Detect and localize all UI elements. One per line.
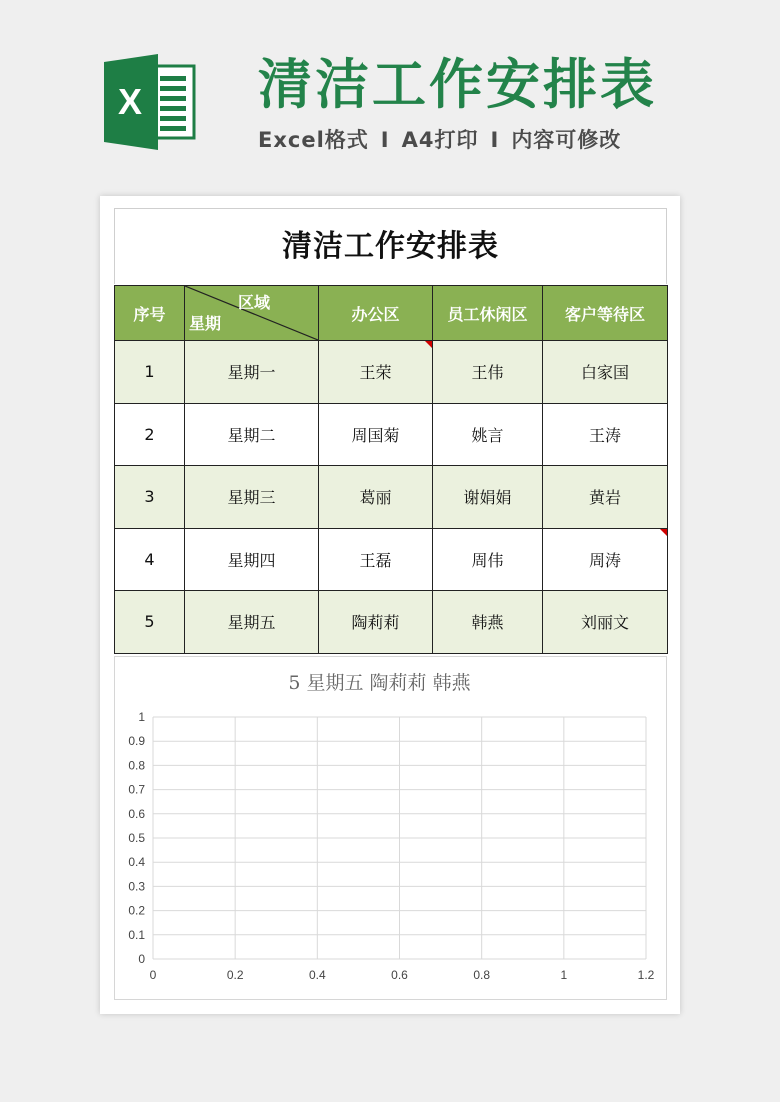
cell-text: 周涛 [588,550,621,570]
chart-title: 5 星期五 陶莉莉 韩燕 [288,672,471,694]
separator: I [490,128,500,152]
diag-area-label: 区域 [237,293,270,312]
banner [0,0,780,200]
cell-no[interactable]: 2 [115,403,185,466]
cell-lounge[interactable]: 姚言 [433,403,543,466]
cell-waiting[interactable]: 王涛 [543,403,668,466]
y-tick-label: 0.8 [128,758,145,773]
x-tick-label: 0.4 [308,968,326,982]
y-tick-label: 0.1 [128,927,145,942]
cell-lounge[interactable]: 韩燕 [433,591,543,654]
y-tick-label: 0.7 [128,782,145,797]
chart-area[interactable] [114,656,667,1000]
cell-office[interactable]: 陶莉莉 [319,591,433,654]
print-label: A4打印 [401,128,479,152]
cell-waiting[interactable] [543,528,668,591]
excel-logo-icon [100,52,200,152]
banner-title: 清洁工作安排表 [258,53,657,116]
cell-waiting[interactable]: 白家国 [543,341,668,404]
cell-waiting[interactable]: 刘丽文 [543,591,668,654]
y-tick-label: 0.5 [128,831,145,845]
cell-lounge[interactable]: 周伟 [433,528,543,591]
cell-no[interactable]: 4 [115,528,185,591]
cell-day[interactable]: 星期四 [185,528,319,591]
y-tick-label: 0.6 [128,806,145,821]
header-lounge[interactable]: 员工休闲区 [433,286,543,341]
cell-lounge[interactable]: 王伟 [433,341,543,404]
y-tick-label: 0.3 [128,879,145,894]
cell-waiting[interactable]: 黄岩 [543,466,668,529]
cell-day[interactable]: 星期二 [185,403,319,466]
sheet-title: 清洁工作安排表 [114,208,667,284]
x-tick-label: 0.6 [391,968,408,982]
cell-office[interactable]: 王磊 [319,528,433,591]
separator: I [380,128,390,152]
table-row [115,403,668,466]
x-tick-label: 1.2 [637,968,655,982]
format-label: Excel格式 [258,128,369,152]
diag-day-label: 星期 [189,314,222,333]
table-row [115,341,668,404]
y-tick-label: 1 [138,710,145,724]
schedule-table [114,285,668,654]
y-tick-label: 0.9 [128,734,145,749]
cell-no[interactable]: 1 [115,341,185,404]
cell-day[interactable]: 星期一 [185,341,319,404]
header-index[interactable]: 序号 [115,286,185,341]
comment-marker-icon[interactable] [425,341,432,348]
cell-office[interactable] [319,341,433,404]
x-tick-label: 1 [560,968,568,982]
y-tick-label: 0 [138,952,145,966]
comment-marker-icon[interactable] [660,529,667,536]
cell-office[interactable]: 葛丽 [319,466,433,529]
cell-day[interactable]: 星期三 [185,466,319,529]
cell-text: 王荣 [359,363,392,383]
cell-office[interactable]: 周国菊 [319,403,433,466]
header-waiting[interactable]: 客户等待区 [543,286,668,341]
x-tick-label: 0.8 [473,968,491,982]
cell-lounge[interactable]: 谢娟娟 [433,466,543,529]
y-tick-label: 0.2 [128,903,145,918]
scatter-chart [115,657,668,1001]
cell-no[interactable]: 3 [115,466,185,529]
header-row [115,286,668,341]
x-tick-label: 0 [149,968,157,982]
x-tick-label: 0.2 [226,968,244,982]
banner-subtitle [258,122,698,158]
sheet-paper [100,196,680,1014]
cell-no[interactable]: 5 [115,591,185,654]
y-tick-label: 0.4 [128,855,145,870]
table-row [115,528,668,591]
header-diagonal[interactable] [185,286,319,341]
editable-label: 内容可修改 [511,128,622,152]
header-office[interactable]: 办公区 [319,286,433,341]
cell-day[interactable]: 星期五 [185,591,319,654]
table-row [115,591,668,654]
logo-letter: X [117,81,143,122]
table-row [115,466,668,529]
